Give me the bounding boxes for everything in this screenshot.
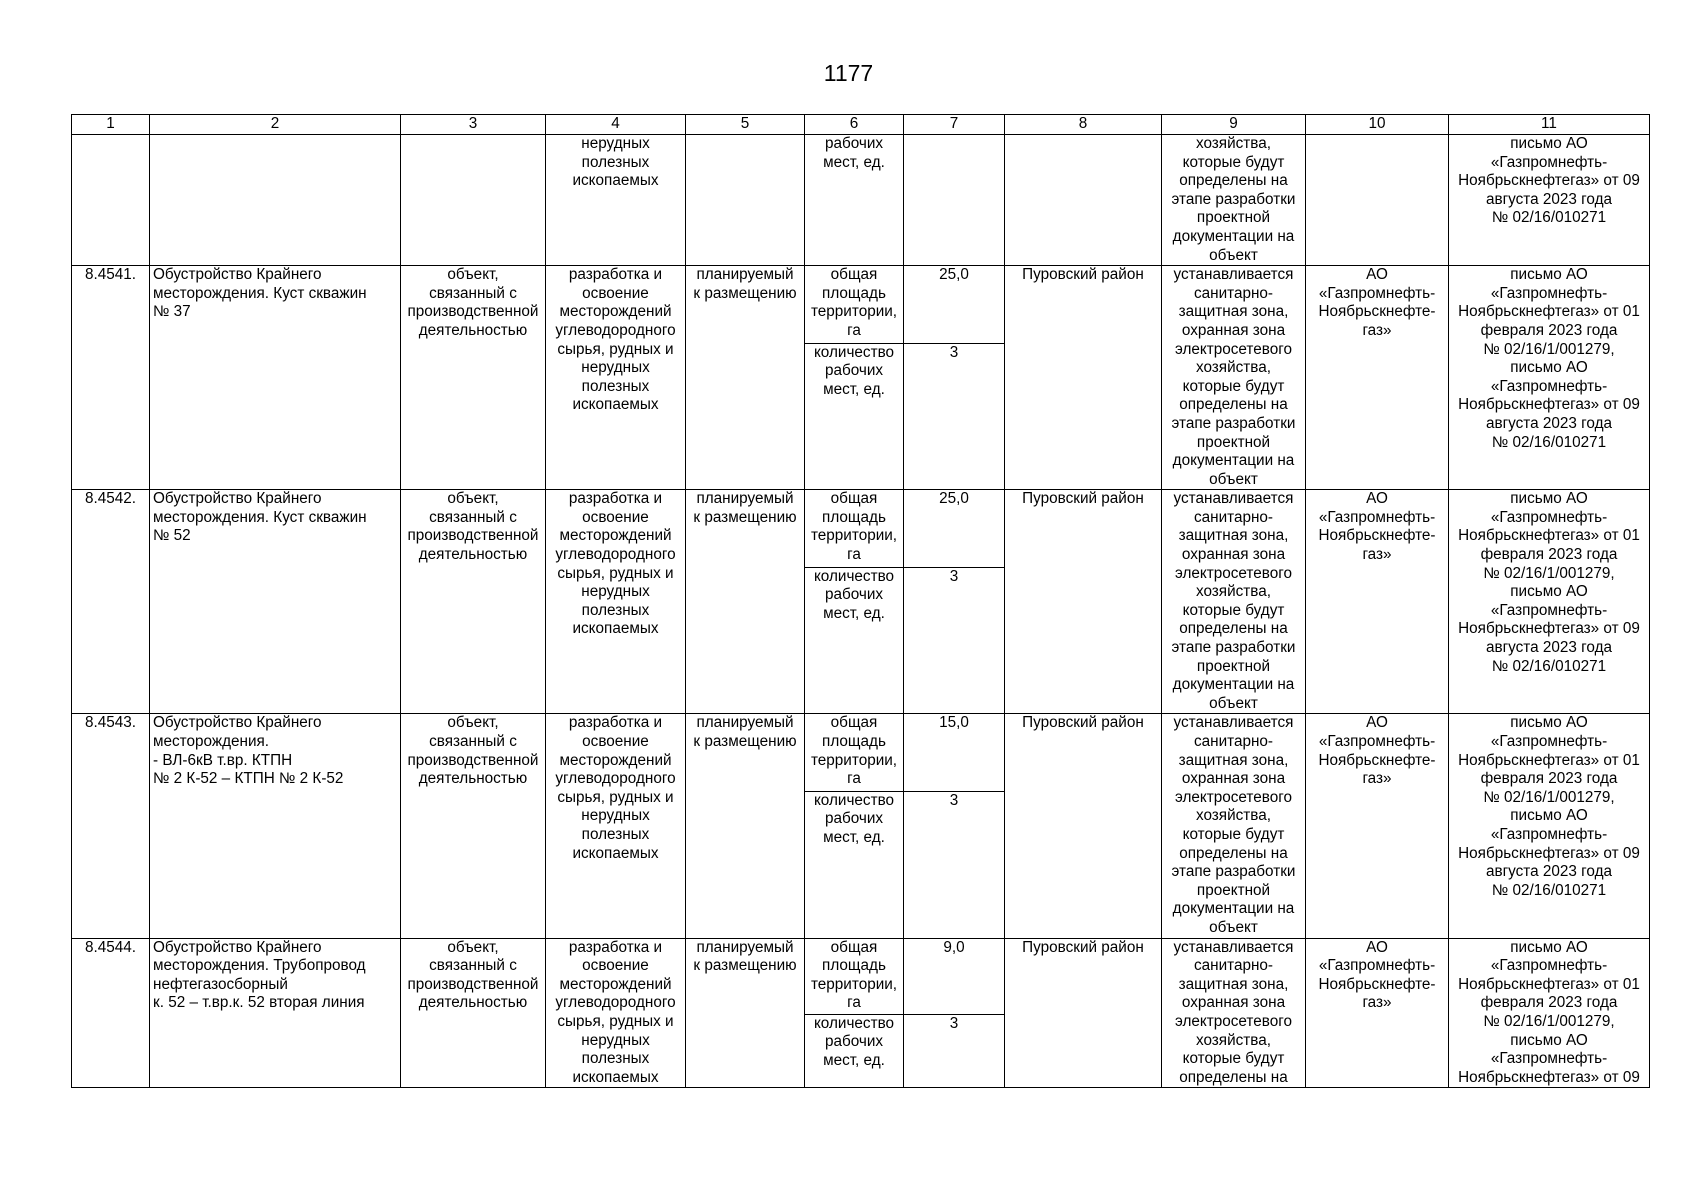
cell-type: объект, связанный с производственной деятельностью <box>401 266 546 490</box>
cell-zones: хозяйства, которые будут определены на этапе разработки проектной документации на объект <box>1162 135 1306 266</box>
cell-value: 15,0 <box>904 714 1005 791</box>
cell-characteristic: общая площадь территории, га <box>805 266 904 343</box>
cell-status <box>686 135 805 266</box>
cell-type: объект, связанный с производственной деятельностью <box>401 714 546 938</box>
cell-purpose: нерудных полезных ископаемых <box>546 135 686 266</box>
cell-value: 3 <box>904 1014 1005 1088</box>
cell-source: письмо АО «Газпромнефть- Ноябрьскнефтегаз» от 01 февраля 2023 года № 02/16/1/001279, письмо АО «Газпромнефть- Ноябрьскнефтегаз» от 09 <box>1449 938 1650 1088</box>
cell-owner: АО «Газпромнефть- Ноябрьскнефте- газ» <box>1306 938 1449 1088</box>
cell-owner: АО «Газпромнефть- Ноябрьскнефте- газ» <box>1306 266 1449 490</box>
cell-zones: устанавливается санитарно- защитная зона, охранная зона электросетевого хозяйства, которые будут определены на этапе разработки проектной документации на объект <box>1162 490 1306 714</box>
cell-location: Пуровский район <box>1005 714 1162 938</box>
register-table <box>71 114 1650 1088</box>
cell-status: планируемый к размещению <box>686 490 805 714</box>
cell-characteristic: общая площадь территории, га <box>805 490 904 567</box>
cell-status: планируемый к размещению <box>686 266 805 490</box>
cell-location <box>1005 135 1162 266</box>
cell-location: Пуровский район <box>1005 938 1162 1088</box>
column-header: 10 <box>1306 115 1449 135</box>
table-row <box>72 490 1650 567</box>
cell-location: Пуровский район <box>1005 490 1162 714</box>
cell-value: 9,0 <box>904 938 1005 1014</box>
cell-status: планируемый к размещению <box>686 938 805 1088</box>
cell-number: 8.4544. <box>72 938 150 1088</box>
cell-value: 3 <box>904 791 1005 938</box>
cell-value: 25,0 <box>904 490 1005 567</box>
cell-owner <box>1306 135 1449 266</box>
cell-type <box>401 135 546 266</box>
continuation-row <box>72 135 1650 266</box>
cell-name <box>150 135 401 266</box>
cell-zones: устанавливается санитарно- защитная зона, охранная зона электросетевого хозяйства, которые будут определены на этапе разработки проектной документации на объект <box>1162 714 1306 938</box>
cell-name: Обустройство Крайнего месторождения. Трубопровод нефтегазосборный к. 52 – т.вр.к. 52 вторая линия <box>150 938 401 1088</box>
column-header: 6 <box>805 115 904 135</box>
cell-value: 3 <box>904 343 1005 490</box>
cell-zones: устанавливается санитарно- защитная зона, охранная зона электросетевого хозяйства, которые будут определены на этапе разработки проектной документации на объект <box>1162 266 1306 490</box>
cell-status: планируемый к размещению <box>686 714 805 938</box>
cell-source: письмо АО «Газпромнефть- Ноябрьскнефтегаз» от 09 августа 2023 года № 02/16/010271 <box>1449 135 1650 266</box>
cell-purpose: разработка и освоение месторождений углеводородного сырья, рудных и нерудных полезных ископаемых <box>546 490 686 714</box>
column-header: 9 <box>1162 115 1306 135</box>
column-header: 1 <box>72 115 150 135</box>
cell-number: 8.4541. <box>72 266 150 490</box>
cell-name: Обустройство Крайнего месторождения. Куст скважин № 52 <box>150 490 401 714</box>
column-header: 7 <box>904 115 1005 135</box>
cell-characteristic: количество рабочих мест, ед. <box>805 343 904 490</box>
cell-value: 3 <box>904 567 1005 714</box>
cell-characteristic: количество рабочих мест, ед. <box>805 1014 904 1088</box>
cell-owner: АО «Газпромнефть- Ноябрьскнефте- газ» <box>1306 714 1449 938</box>
cell-characteristic: количество рабочих мест, ед. <box>805 791 904 938</box>
cell-characteristic: общая площадь территории, га <box>805 938 904 1014</box>
page-number: 1177 <box>823 60 874 86</box>
column-header: 5 <box>686 115 805 135</box>
cell-source: письмо АО «Газпромнефть- Ноябрьскнефтегаз» от 01 февраля 2023 года № 02/16/1/001279, письмо АО «Газпромнефть- Ноябрьскнефтегаз» от 09 августа 2023 года № 02/16/010271 <box>1449 714 1650 938</box>
cell-name: Обустройство Крайнего месторождения. - ВЛ-6кВ т.вр. КТПН № 2 К-52 – КТПН № 2 К-52 <box>150 714 401 938</box>
column-header: 4 <box>546 115 686 135</box>
column-header: 11 <box>1449 115 1650 135</box>
cell-value: 25,0 <box>904 266 1005 343</box>
cell-characteristic: рабочих мест, ед. <box>805 135 904 266</box>
column-header: 8 <box>1005 115 1162 135</box>
cell-zones: устанавливается санитарно- защитная зона, охранная зона электросетевого хозяйства, которые будут определены на <box>1162 938 1306 1088</box>
cell-value <box>904 135 1005 266</box>
table-row <box>72 938 1650 1014</box>
cell-purpose: разработка и освоение месторождений углеводородного сырья, рудных и нерудных полезных ископаемых <box>546 714 686 938</box>
cell-type: объект, связанный с производственной деятельностью <box>401 938 546 1088</box>
cell-owner: АО «Газпромнефть- Ноябрьскнефте- газ» <box>1306 490 1449 714</box>
column-header: 2 <box>150 115 401 135</box>
cell-source: письмо АО «Газпромнефть- Ноябрьскнефтегаз» от 01 февраля 2023 года № 02/16/1/001279, письмо АО «Газпромнефть- Ноябрьскнефтегаз» от 09 августа 2023 года № 02/16/010271 <box>1449 490 1650 714</box>
cell-purpose: разработка и освоение месторождений углеводородного сырья, рудных и нерудных полезных ископаемых <box>546 938 686 1088</box>
cell-location: Пуровский район <box>1005 266 1162 490</box>
cell-purpose: разработка и освоение месторождений углеводородного сырья, рудных и нерудных полезных ископаемых <box>546 266 686 490</box>
cell-number: 8.4543. <box>72 714 150 938</box>
cell-characteristic: количество рабочих мест, ед. <box>805 567 904 714</box>
header-row <box>72 115 1650 135</box>
column-header: 3 <box>401 115 546 135</box>
cell-source: письмо АО «Газпромнефть- Ноябрьскнефтегаз» от 01 февраля 2023 года № 02/16/1/001279, письмо АО «Газпромнефть- Ноябрьскнефтегаз» от 09 августа 2023 года № 02/16/010271 <box>1449 266 1650 490</box>
cell-number <box>72 135 150 266</box>
cell-name: Обустройство Крайнего месторождения. Куст скважин № 37 <box>150 266 401 490</box>
cell-type: объект, связанный с производственной деятельностью <box>401 490 546 714</box>
table-row <box>72 266 1650 343</box>
table-row <box>72 714 1650 791</box>
cell-characteristic: общая площадь территории, га <box>805 714 904 791</box>
cell-number: 8.4542. <box>72 490 150 714</box>
